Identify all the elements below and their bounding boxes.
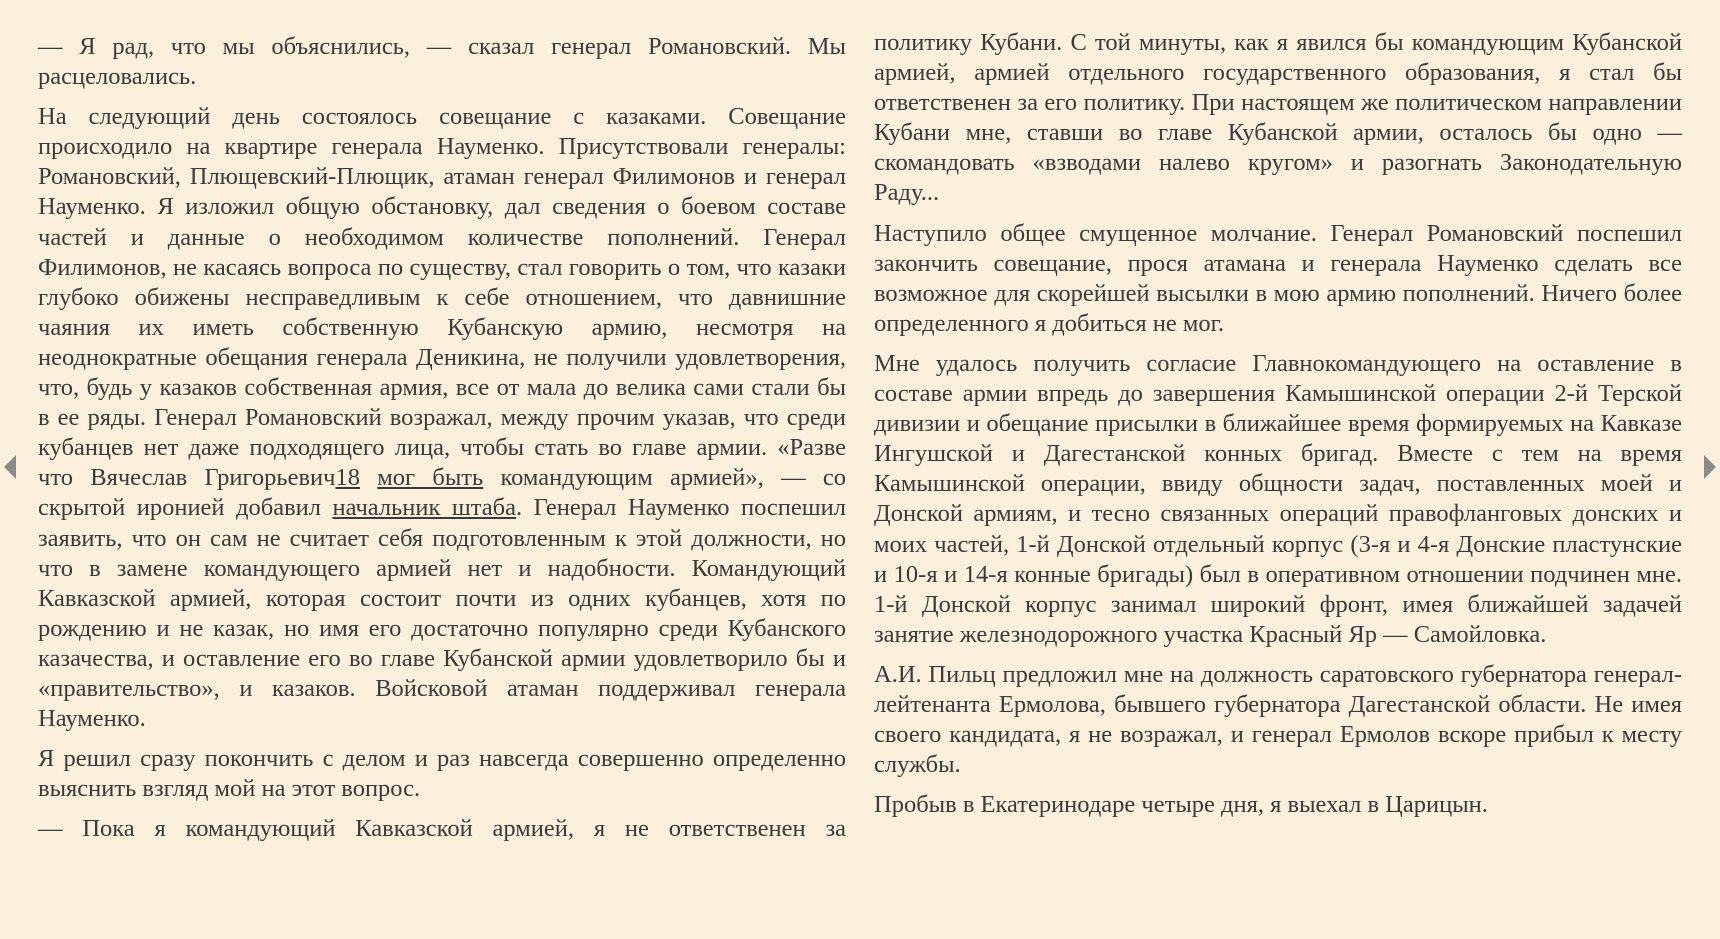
paragraph: Пробыв в Екатеринодаре четыре дня, я выехал в Царицын. <box>874 791 1488 819</box>
paragraph: А.И. Пильц предложил мне на должность саратовского губернатора генерал-лейтенанта Ермолова, бывшего губернатора Дагестанской области. Не имея своего кандидата, я не возражал, и генерал Ермолов вскоре прибыл к месту службы. <box>874 660 1682 779</box>
next-page-button[interactable] <box>1702 452 1718 482</box>
paragraph-text: командующим армией», — со скрытой иронией добавил <box>38 464 846 522</box>
left-text-column <box>38 32 846 854</box>
underlined-text: начальник штаба <box>332 494 516 522</box>
paragraph: политику Кубани. С той минуты, как я явился бы командующим Кубанской армией, армией отдельного государственного образования, я стал бы ответственен за его политику. При настоящем же политическом направлении Кубани мне, ставши во главе Кубанской армии, осталось бы одно — скомандовать «взводами налево кругом» и разогнать Законодательную Раду... <box>874 29 1682 207</box>
previous-page-button[interactable] <box>2 452 18 482</box>
paragraph-text: . Генерал Науменко поспешил заявить, что он сам не считает себя подготовленным к этой должности, но что в замене командующего армией нет и надобности. Командующий Кавказской армией, которая состоит почти из одних кубанцев, хотя по рождению и не казак, но имя его достаточно популярно среди Кубанского казачества, и оставление его во главе Кубанской армии удовлетворило бы и «правительство», и казаков. Войсковой атаман поддерживал генерала Науменко. <box>38 494 846 733</box>
paragraph <box>38 102 846 734</box>
paragraph-text: На следующий день состоялось совещание с казаками. Совещание происходило на квартире генерала Науменко. Присутствовали генералы: Романовский, Плющевский-Плющик, атаман генерал Филимонов и генерал Науменко. Я изложил общую обстановку, дал сведения о боевом составе частей и данные о необходимом количестве пополнений. Генерал Филимонов, не касаясь вопроса по существу, стал говорить о том, что казаки глубоко обижены несправедливым к себе отношением, что давнишние чаяния их иметь собственную Кубанскую армию, несмотря на неоднократные обещания генерала Деникина, не получили удовлетворения, что, будь у казаков собственная армия, все от мала до велика сами стали бы в ее ряды. Генерал Романовский возражал, между прочим указав, что среди кубанцев нет даже подходящего лица, чтобы стать во главе армии. «Разве что Вячеслав Григорьевич <box>38 103 846 492</box>
footnote-link[interactable]: 18 <box>335 464 360 492</box>
underlined-text: мог быть <box>377 464 484 492</box>
triangle-left-icon <box>3 454 17 480</box>
paragraph: — Пока я командующий Кавказской армией, я не ответственен за <box>38 815 846 843</box>
paragraph: — Я рад, что мы объяснились, — сказал генерал Романовский. Мы расцеловались. <box>38 33 846 91</box>
right-text-column <box>874 28 1682 830</box>
paragraph-text <box>360 464 377 491</box>
paragraph: Мне удалось получить согласие Главнокомандующего на оставление в составе армии впредь до завершения Камышинской операции 2-й Терской дивизии и обещание присылки в ближайшее время формируемых на Кавказе Ингушской и Дагестанской конных бригад. Вместе с тем на время Камышинской операции, ввиду общности задач, поставленных моей и Донской армиям, и тесно связанных операций правофланговых донских и моих частей, 1-й Донской отдельный корпус (3-я и 4-я Донские пластунские и 10-я и 14-я конные бригады) был в оперативном отношении подчинен мне. 1-й Донской корпус занимал широкий фронт, имея ближайшей задачей занятие железнодорожного участка Красный Яр — Самойловка. <box>874 349 1682 648</box>
triangle-right-icon <box>1703 454 1717 480</box>
paragraph: Я решил сразу покончить с делом и раз навсегда совершенно определенно выяснить взгляд мой на этот вопрос. <box>38 745 846 803</box>
paragraph: Наступило общее смущенное молчание. Генерал Романовский поспешил закончить совещание, прося атамана и генерала Науменко сделать все возможное для скорейшей высылки в мою армию пополнений. Ничего более определенного я добиться не мог. <box>874 219 1682 337</box>
